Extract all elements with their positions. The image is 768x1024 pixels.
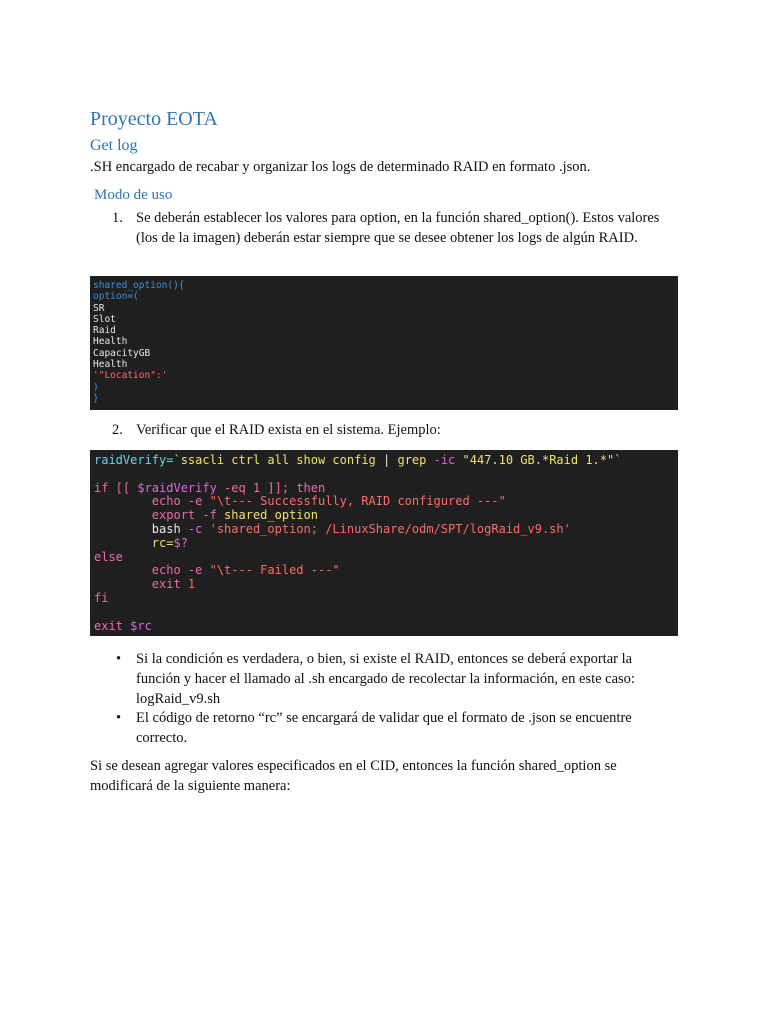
code-line: '"Location":' bbox=[93, 370, 168, 382]
code-line: Health bbox=[93, 336, 128, 348]
code-block-raid-verify bbox=[90, 450, 678, 636]
code-line: CapacityGB bbox=[93, 347, 151, 359]
code-line: export -f shared_option bbox=[94, 508, 318, 523]
code-line: SR bbox=[93, 302, 105, 314]
usage-heading: Modo de uso bbox=[94, 187, 173, 203]
step-text: Se deberán establecer los valores para option, en la función shared_option(). Estos valores (los de la imagen) deberán estar siempre que se desee obtener los logs de algún RAID. bbox=[136, 210, 660, 246]
code-line: exit 1 bbox=[94, 577, 196, 592]
code-line: ) bbox=[93, 381, 99, 393]
code-line: echo -e "\t--- Failed ---" bbox=[94, 563, 340, 578]
bullet-text: El código de retorno “rc” se encargará de validar que el formato de .json se encuentre correcto. bbox=[136, 710, 632, 746]
code-line: bash -c 'shared_option; /LinuxShare/odm/SPT/logRaid_v9.sh' bbox=[94, 521, 571, 536]
bullet-icon: • bbox=[116, 651, 122, 667]
code-line: raidVerify=`ssacli ctrl all show config | grep -ic "447.10 GB.*Raid 1.*"` bbox=[94, 453, 622, 467]
code-line-blank bbox=[94, 468, 674, 482]
step-number: 1. bbox=[112, 210, 123, 226]
section-heading: Get log bbox=[90, 137, 138, 154]
code-block-shared-option bbox=[90, 276, 678, 410]
code-line: rc=$? bbox=[94, 535, 188, 550]
code-line: if [[ $raidVerify -eq 1 ]]; then bbox=[94, 480, 326, 495]
bullet-text: Si la condición es verdadera, o bien, si existe el RAID, entonces se deberá exportar la función y hacer el llamado al .sh encargado de recolectar la información, en este caso: logRaid_v9.sh bbox=[136, 651, 635, 707]
code-line: Health bbox=[93, 359, 128, 371]
bullet-icon: • bbox=[116, 710, 122, 726]
step-1 bbox=[112, 208, 676, 248]
code-line: Slot bbox=[93, 313, 116, 325]
code-line: else bbox=[94, 549, 123, 564]
bullet-item bbox=[116, 708, 676, 748]
code-line: Raid bbox=[93, 325, 116, 337]
code-line: fi bbox=[94, 590, 109, 605]
code-line: shared_option(){ bbox=[93, 280, 185, 291]
step-text: Verificar que el RAID exista en el sistema. Ejemplo: bbox=[136, 422, 441, 438]
code-line: option=( bbox=[93, 291, 139, 303]
step-2 bbox=[112, 420, 676, 440]
intro-paragraph: .SH encargado de recabar y organizar los logs de determinado RAID en formato .json. bbox=[90, 159, 591, 175]
doc-title: Proyecto EOTA bbox=[90, 108, 218, 130]
bullet-item bbox=[116, 649, 676, 709]
code-line-blank bbox=[94, 606, 674, 620]
step-number: 2. bbox=[112, 422, 123, 438]
code-line: echo -e "\t--- Successfully, RAID configured ---" bbox=[94, 494, 506, 509]
code-line: exit $rc bbox=[94, 618, 152, 633]
code-line: } bbox=[93, 392, 99, 404]
closing-paragraph: Si se desean agregar valores especificados en el CID, entonces la función shared_option se modificará de la siguiente manera: bbox=[90, 758, 617, 794]
